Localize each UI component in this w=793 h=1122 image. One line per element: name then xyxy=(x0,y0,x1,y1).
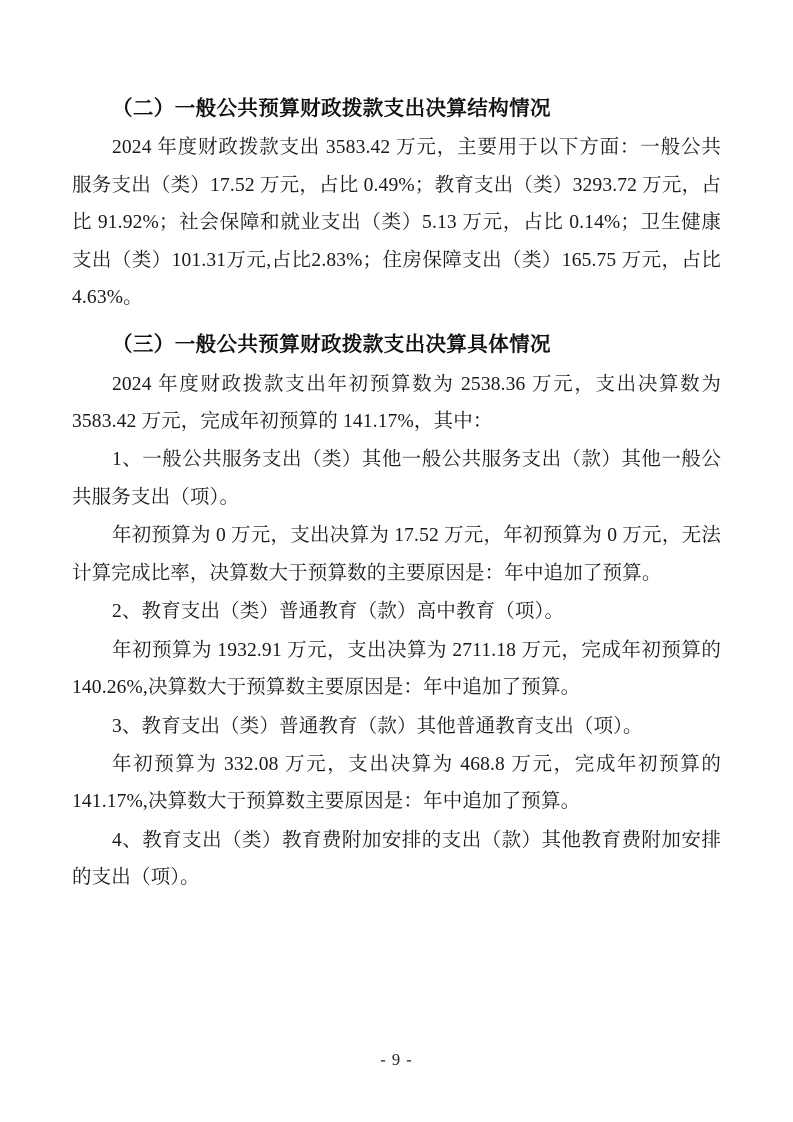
paragraph-item-2-detail: 年初预算为 1932.91 万元，支出决算为 2711.18 万元，完成年初预算的 140.26%,决算数大于预算数主要原因是：年中追加了预算。 xyxy=(72,639,721,699)
section-heading-details: （三）一般公共预算财政拨款支出决算具体情况 xyxy=(112,332,551,357)
paragraph-item-1-detail: 年初预算为 0 万元，支出决算为 17.52 万元，年初预算为 0 万元，无法计算完成比率，决算数大于预算数的主要原因是：年中追加了预算。 xyxy=(72,525,721,584)
paragraph-item-3-detail: 年初预算为 332.08 万元，支出决算为 468.8 万元，完成年初预算的 141.17%,决算数大于预算数主要原因是：年中追加了预算。 xyxy=(72,753,721,813)
paragraph-total-budget: 2024 年度财政拨款支出年初预算数为 2538.36 万元，支出决算数为 3583.42 万元，完成年初预算的 141.17%，其中： xyxy=(72,373,721,433)
paragraph-expenditure-structure: 2024 年度财政拨款支出 3583.42 万元，主要用于以下方面：一般公共服务支出（类）17.52 万元，占比 0.49%；教育支出（类）3293.72 万元，占比 91.92%；社会保障和就业支出（类）5.13 万元，占比 0.14%；卫生健康支出（类）101.31万元,占比2.83%；住房保障支出（类）165.75 万元，占比 4.63%。 xyxy=(72,137,722,308)
paragraph-item-3-title: 3、教育支出（类）普通教育（款）其他普通教育支出（项）。 xyxy=(112,715,643,737)
paragraph-item-2-title: 2、教育支出（类）普通教育（款）高中教育（项）。 xyxy=(112,601,565,623)
page-number: - 9 - xyxy=(380,1050,413,1069)
document-body xyxy=(72,92,721,897)
section-heading-structure: （二）一般公共预算财政拨款支出决算结构情况 xyxy=(112,96,551,120)
paragraph-item-4-title: 4、教育支出（类）教育费附加安排的支出（款）其他教育费附加安排的支出（项）。 xyxy=(72,829,721,889)
paragraph-item-1-title: 1、一般公共服务支出（类）其他一般公共服务支出（款）其他一般公共服务支出（项）。 xyxy=(72,449,721,508)
